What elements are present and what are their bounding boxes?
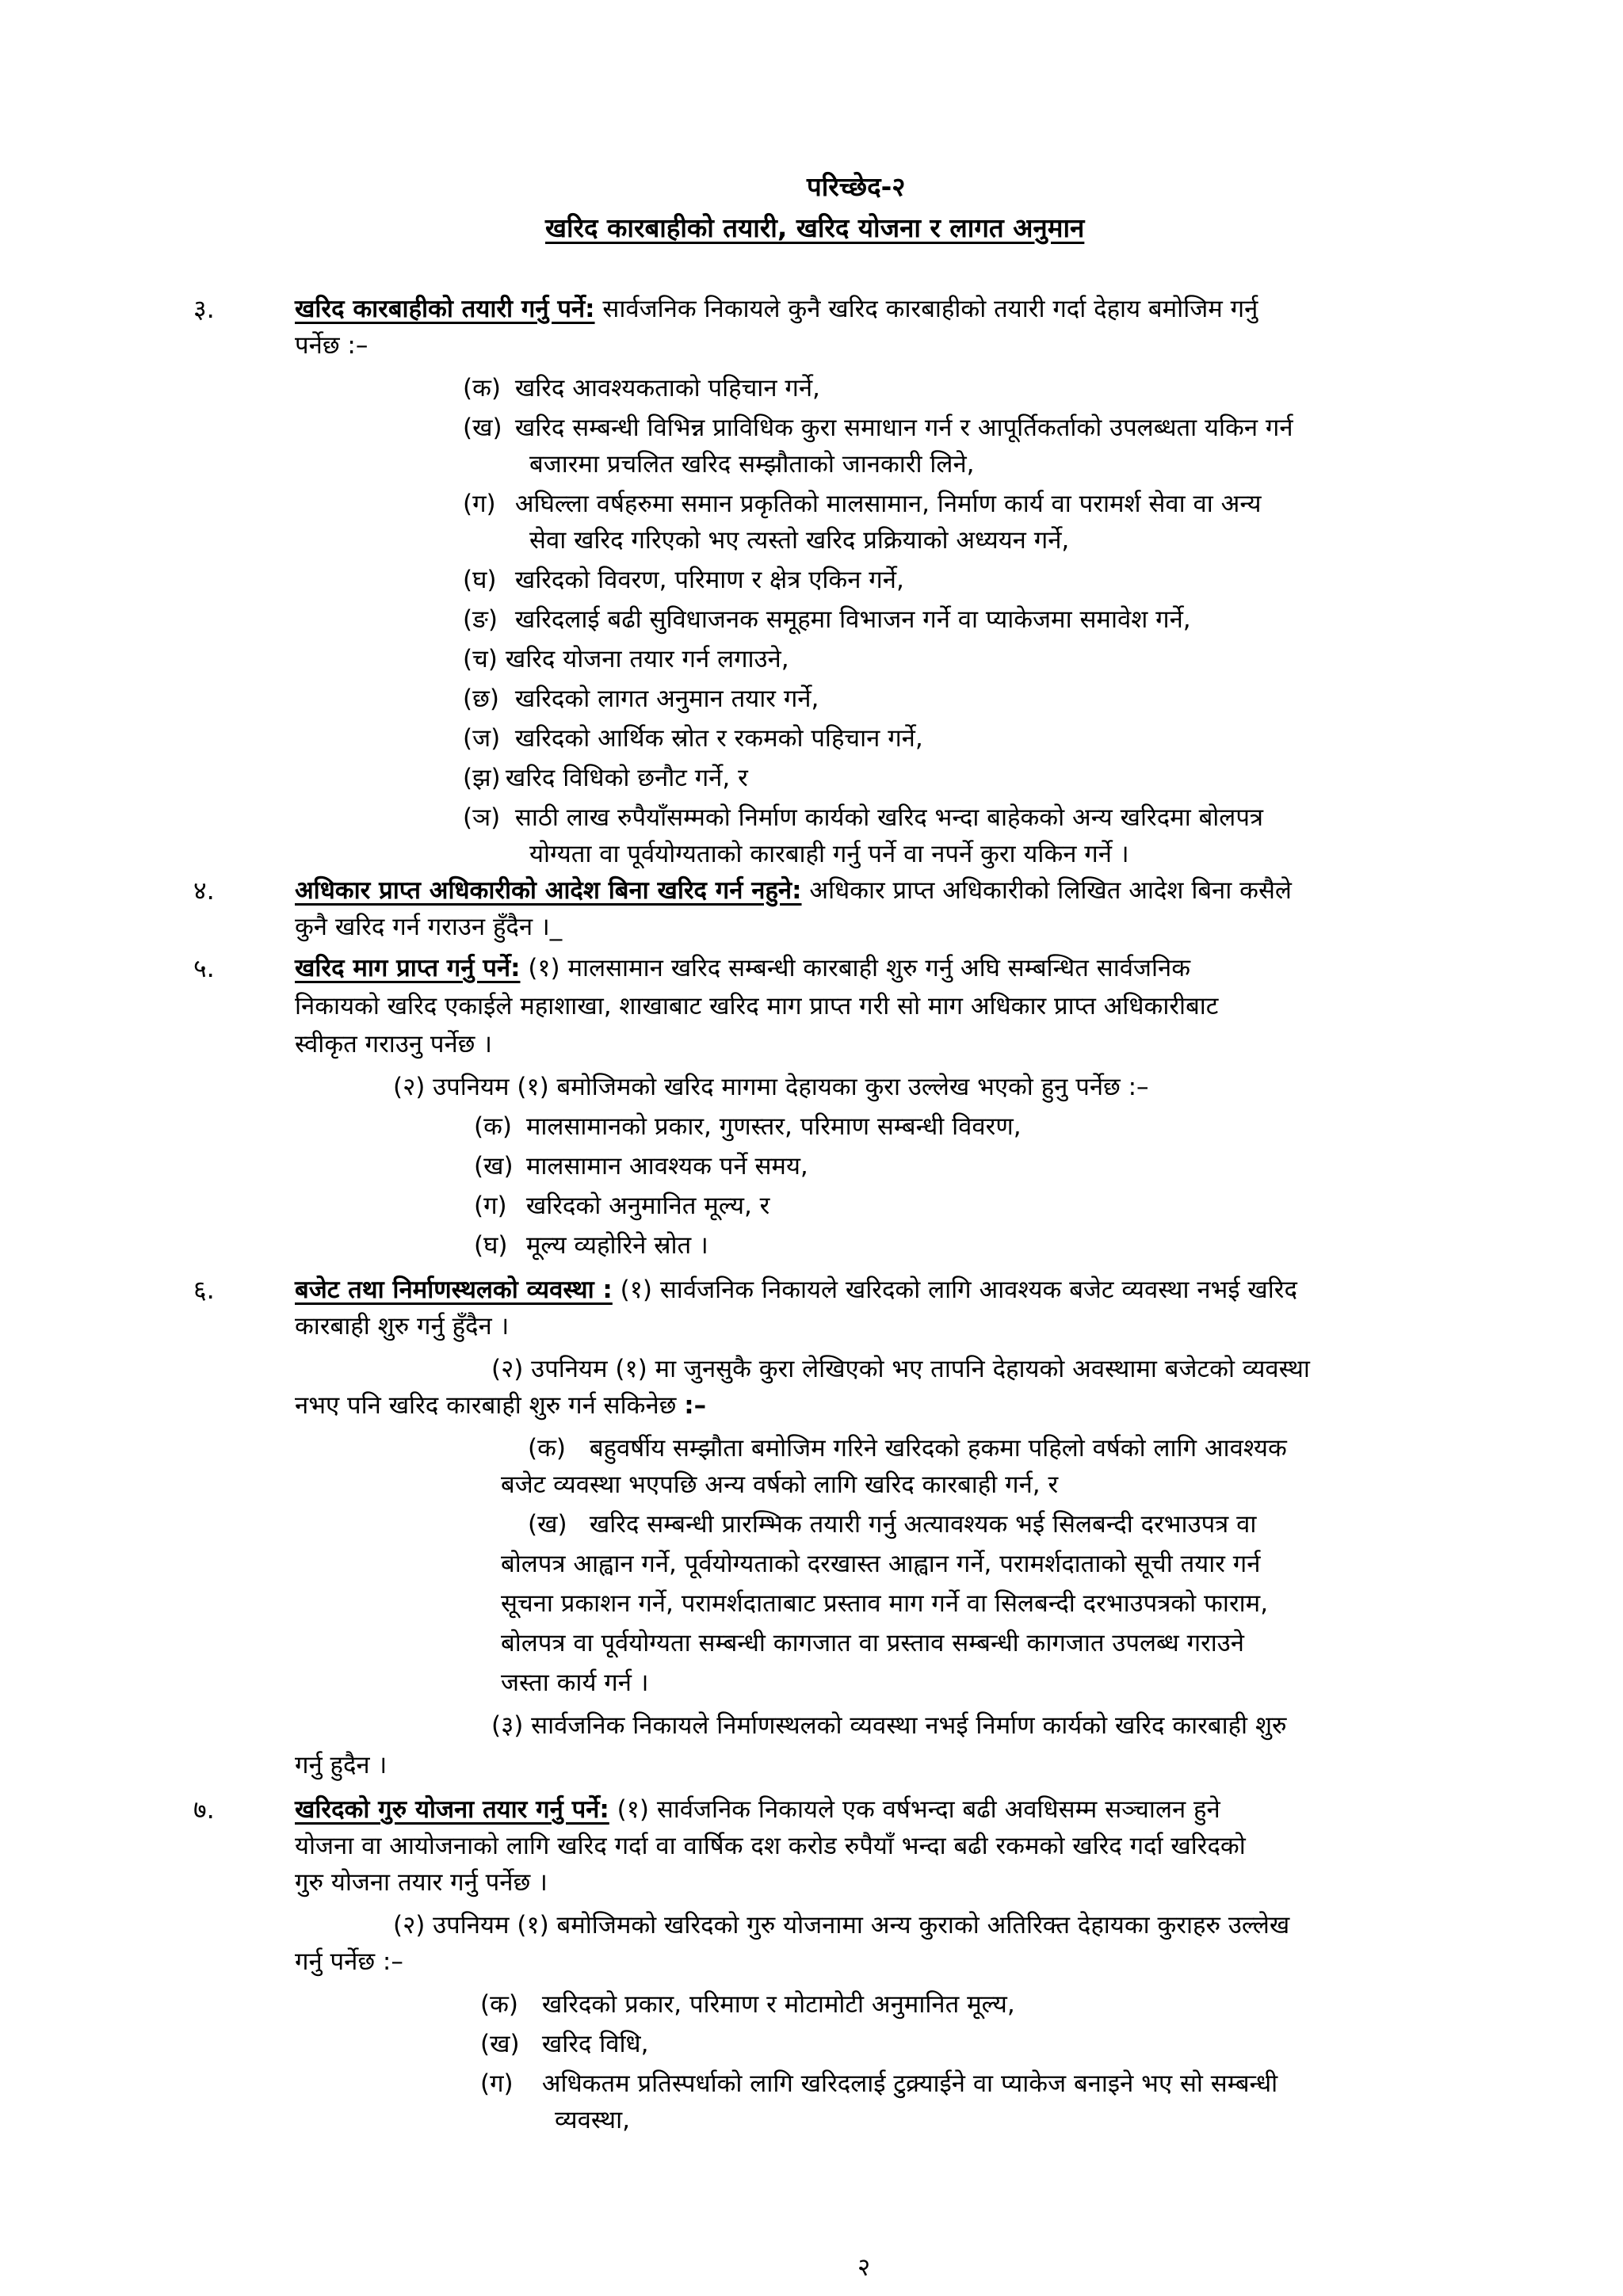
- list-text: खरिद सम्बन्धी प्रारम्भिक तयारी गर्नु अत्यावश्यक भई सिलबन्दी दरभाउपत्र वा: [589, 1510, 1257, 1539]
- section-number: ७.: [193, 1794, 215, 1825]
- list-text-continued: जस्ता कार्य गर्न ।: [501, 1669, 649, 1697]
- list-marker: (ख): [463, 414, 502, 442]
- list-item: [463, 761, 748, 795]
- list-text-continued: बोलपत्र वा पूर्वयोग्यता सम्बन्धी कागजात वा प्रस्ताव सम्बन्धी कागजात उपलब्ध गराउने: [501, 1629, 1244, 1657]
- list-text: खरिदको आर्थिक स्रोत र रकमको पहिचान गर्ने,: [514, 724, 923, 753]
- list-item: [474, 1228, 708, 1263]
- list-marker: (क): [480, 1990, 518, 2019]
- section-text-line: योजना वा आयोजनाको लागि खरिद गर्दा वा वार्षिक दश करोड रुपैयाँ भन्दा बढी रकमको खरिद गर्दा खरिदको: [295, 1832, 1246, 1860]
- section-number: ५.: [193, 953, 215, 983]
- list-item: [463, 681, 819, 716]
- section-text-line: [295, 951, 1190, 986]
- list-text: खरिदको लागत अनुमान तयार गर्ने,: [514, 685, 819, 713]
- list-item: [463, 486, 1261, 521]
- list-marker: (ङ): [463, 605, 498, 634]
- list-item: [474, 1149, 808, 1184]
- section-text: (१) सार्वजनिक निकायले एक वर्षभन्दा बढी अवधिसम्म सञ्चालन हुने: [609, 1795, 1220, 1824]
- list-marker: (ग): [480, 2069, 514, 2098]
- subclause-text: गर्नु पर्नेछ :–: [295, 1947, 403, 1976]
- section-heading: खरिद कारबाहीको तयारी गर्नु पर्ने:: [295, 295, 595, 323]
- list-text: खरिद विधिको छनौट गर्ने, र: [505, 764, 748, 792]
- subclause-text: [295, 1388, 706, 1423]
- list-text: मूल्य व्यहोरिने स्रोत ।: [525, 1231, 708, 1260]
- list-text-continued: बजारमा प्रचलित खरिद सम्झौताको जानकारी लिने,: [529, 450, 975, 479]
- chapter-title: परिच्छेद-२: [807, 171, 906, 202]
- list-marker: (च): [463, 645, 498, 673]
- list-text: मालसामान आवश्यक पर्ने समय,: [525, 1152, 808, 1180]
- section-text-line: [295, 1272, 1297, 1307]
- list-marker: (क): [474, 1112, 512, 1141]
- section-number: ४.: [193, 875, 215, 906]
- section-text-line: कारबाही शुरु गर्नु हुँदैन ।: [295, 1312, 510, 1341]
- section-text-line: निकायको खरिद एकाईले महाशाखा, शाखाबाट खरिद माग प्राप्त गरी सो माग अधिकार प्राप्त अधिकारीबाट: [295, 992, 1219, 1020]
- subclause-text: (२) उपनियम (१) बमोजिमको खरिदको गुरु योजनामा अन्य कुराको अतिरिक्त देहायका कुराहरु उल्लेख: [393, 1911, 1290, 1939]
- subclause-text: (२) उपनियम (१) बमोजिमको खरिद मागमा देहायका कुरा उल्लेख भएको हुनु पर्नेछ :–: [393, 1073, 1149, 1101]
- list-item: [463, 721, 923, 756]
- list-item: [463, 642, 789, 677]
- list-text: खरिद विधि,: [541, 2030, 649, 2058]
- section-text-line: [295, 873, 1292, 908]
- list-marker: (ज): [463, 724, 501, 753]
- list-text-continued: बजेट व्यवस्था भएपछि अन्य वर्षको लागि खरिद कारबाही गर्न, र: [501, 1470, 1059, 1499]
- list-marker: (ख): [528, 1510, 567, 1539]
- list-marker: (ख): [480, 2030, 520, 2058]
- list-text-continued: योग्यता वा पूर्वयोग्यताको कारबाही गर्नु पर्ने वा नपर्ने कुरा यकिन गर्ने ।: [529, 840, 1129, 868]
- list-marker: (ग): [463, 490, 496, 518]
- list-marker: (ग): [474, 1192, 507, 1220]
- section-heading: अधिकार प्राप्त अधिकारीको आदेश बिना खरिद गर्न नहुने:: [295, 876, 802, 905]
- list-text: खरिद आवश्यकताको पहिचान गर्ने,: [514, 374, 820, 402]
- list-text-continued: सूचना प्रकाशन गर्ने, परामर्शदाताबाट प्रस्ताव माग गर्ने वा सिलबन्दी दरभाउपत्रको फाराम,: [501, 1589, 1269, 1618]
- list-item: [474, 1188, 769, 1223]
- section-text-line: [295, 292, 1258, 326]
- subclause-text-end: :–: [684, 1391, 707, 1420]
- section-heading: खरिदको गुरु योजना तयार गर्नु पर्ने:: [295, 1795, 609, 1824]
- list-marker: (क): [463, 374, 501, 402]
- list-item: [480, 2027, 648, 2061]
- subclause-text: गर्नु हुदैन ।: [295, 1751, 388, 1779]
- subclause-text: (३) सार्वजनिक निकायले निर्माणस्थलको व्यवस्था नभई निर्माण कार्यको खरिद कारबाही शुरु: [491, 1711, 1287, 1740]
- list-marker: (घ): [474, 1231, 508, 1260]
- list-text: बहुवर्षीय सम्झौता बमोजिम गरिने खरिदको हकमा पहिलो वर्षको लागि आवश्यक: [589, 1434, 1287, 1463]
- list-item: [463, 602, 1191, 637]
- list-text: मालसामानको प्रकार, गुणस्तर, परिमाण सम्बन्धी विवरण,: [525, 1112, 1022, 1141]
- list-text-continued: सेवा खरिद गरिएको भए त्यस्तो खरिद प्रक्रियाको अध्ययन गर्ने,: [529, 526, 1070, 555]
- page-number: २: [857, 2253, 871, 2282]
- list-item: [480, 2066, 1277, 2101]
- section-heading: खरिद माग प्राप्त गर्नु पर्ने:: [295, 954, 521, 982]
- list-marker: (ञ): [463, 803, 501, 832]
- section-number: ६.: [193, 1275, 215, 1305]
- list-item: [528, 1507, 1256, 1542]
- list-item: [463, 800, 1263, 835]
- list-marker: (घ): [463, 566, 497, 594]
- list-marker: (ख): [474, 1152, 514, 1180]
- list-item: [474, 1109, 1022, 1144]
- section-text: अधिकार प्राप्त अधिकारीको लिखित आदेश बिना कसैले: [801, 876, 1292, 905]
- section-text-line: पर्नेछ :–: [295, 331, 369, 360]
- list-text: अधिकतम प्रतिस्पर्धाको लागि खरिदलाई टुक्र्याईने वा प्याकेज बनाइने भए सो सम्बन्धी: [541, 2069, 1278, 2098]
- list-text-continued: व्यवस्था,: [555, 2106, 630, 2134]
- list-item: [528, 1431, 1287, 1466]
- list-item: [463, 371, 820, 406]
- list-marker: (क): [528, 1434, 566, 1463]
- section-text: (१) सार्वजनिक निकायले खरिदको लागि आवश्यक बजेट व्यवस्था नभई खरिद: [612, 1276, 1297, 1304]
- list-text: खरिदलाई बढी सुविधाजनक समूहमा विभाजन गर्ने वा प्याकेजमा समावेश गर्ने,: [514, 605, 1191, 634]
- list-text: खरिद सम्बन्धी विभिन्न प्राविधिक कुरा समाधान गर्न र आपूर्तिकर्ताको उपलब्धता यकिन गर्न: [514, 414, 1293, 442]
- list-item: [480, 1987, 1015, 2022]
- list-marker: (छ): [463, 685, 499, 713]
- section-text-line: स्वीकृत गराउनु पर्नेछ ।: [295, 1030, 493, 1058]
- list-item: [463, 410, 1293, 445]
- list-marker: (झ): [463, 764, 501, 792]
- list-text: खरिदको विवरण, परिमाण र क्षेत्र एकिन गर्ने,: [514, 566, 904, 594]
- list-text-continued: बोलपत्र आह्वान गर्ने, पूर्वयोग्यताको दरखास्त आह्वान गर्ने, परामर्शदाताको सूची तयार गर्न: [501, 1550, 1261, 1578]
- section-text-line: कुनै खरिद गर्न गराउन हुँदैन ।_: [295, 913, 563, 941]
- list-text: खरिदको प्रकार, परिमाण र मोटामोटी अनुमानित मूल्य,: [541, 1990, 1015, 2019]
- section-text: (१) मालसामान खरिद सम्बन्धी कारबाही शुरु गर्नु अघि सम्बन्धित सार्वजनिक: [520, 954, 1191, 982]
- subclause-text: (२) उपनियम (१) मा जुनसुकै कुरा लेखिएको भए तापनि देहायको अवस्थामा बजेटको व्यवस्था: [491, 1355, 1310, 1383]
- chapter-subtitle: खरिद कारबाहीको तयारी, खरिद योजना र लागत अनुमान: [545, 212, 1085, 243]
- section-text: सार्वजनिक निकायले कुनै खरिद कारबाहीको तयारी गर्दा देहाय बमोजिम गर्नु: [594, 295, 1258, 323]
- list-text: साठी लाख रुपैयाँसम्मको निर्माण कार्यको खरिद भन्दा बाहेकको अन्य खरिदमा बोलपत्र: [514, 803, 1264, 832]
- list-item: [463, 563, 904, 597]
- list-text: खरिद योजना तयार गर्न लगाउने,: [505, 645, 789, 673]
- section-text-line: [295, 1792, 1220, 1827]
- list-text: अघिल्ला वर्षहरुमा समान प्रकृतिको मालसामान, निर्माण कार्य वा परामर्श सेवा वा अन्य: [514, 490, 1262, 518]
- list-text: खरिदको अनुमानित मूल्य, र: [525, 1192, 770, 1220]
- section-text-line: गुरु योजना तयार गर्नु पर्नेछ ।: [295, 1868, 548, 1897]
- subclause-text-part: नभए पनि खरिद कारबाही शुरु गर्न सकिनेछ: [295, 1391, 685, 1420]
- section-heading: बजेट तथा निर्माणस्थलको व्यवस्था :: [295, 1276, 613, 1304]
- section-number: ३.: [193, 294, 215, 324]
